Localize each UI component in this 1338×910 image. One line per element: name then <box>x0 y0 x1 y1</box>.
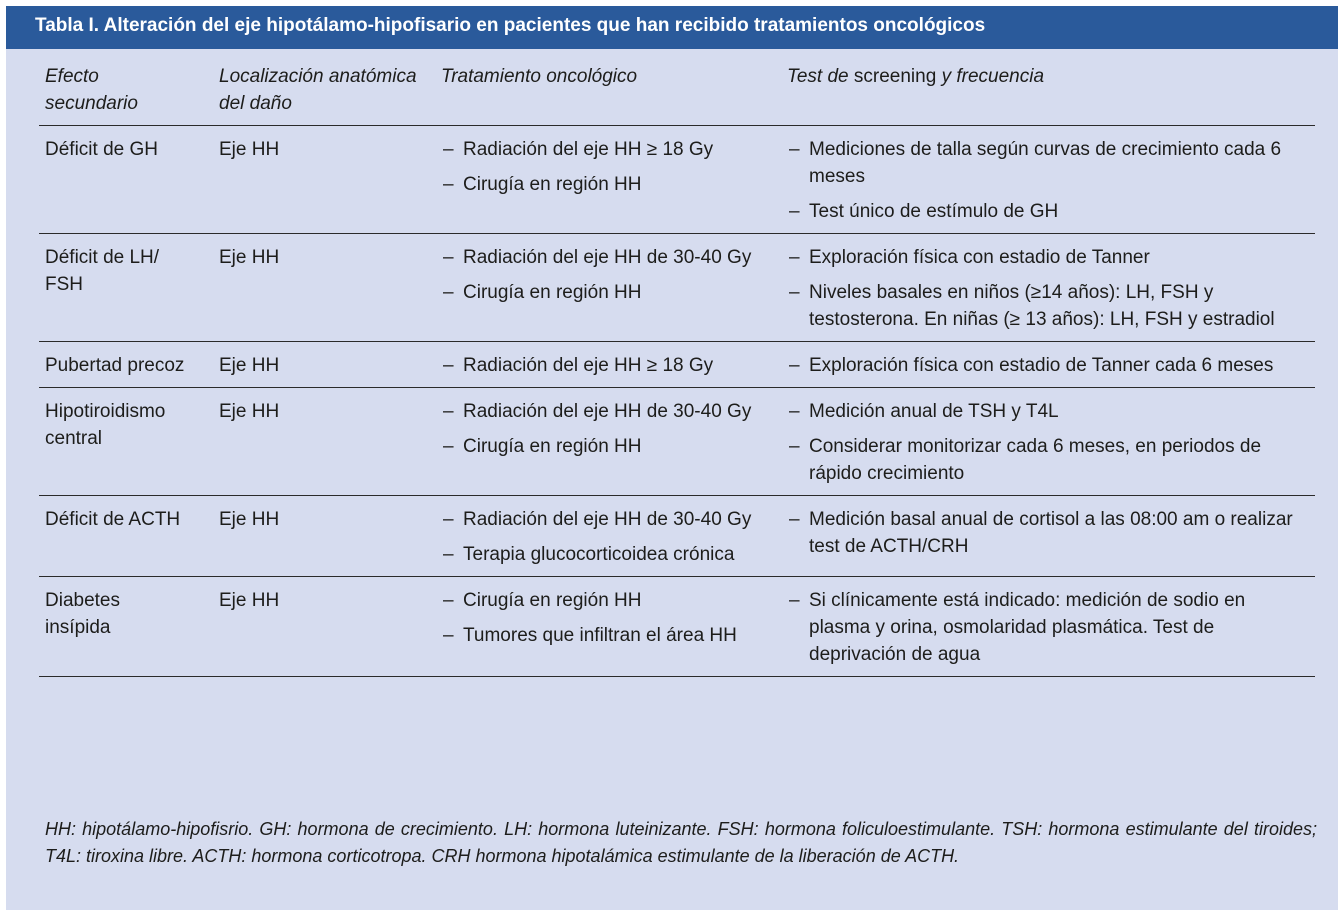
cell-test <box>787 126 1315 234</box>
test-item-text: Test único de estímulo de GH <box>809 201 1059 222</box>
cell-test <box>787 342 1315 388</box>
cell-location: Eje HH <box>219 496 441 577</box>
header-treatment: Tratamiento oncológico <box>441 66 638 87</box>
cell-treatment <box>441 234 787 342</box>
test-item-text: Exploración física con estadio de Tanner cada 6 meses <box>809 355 1274 376</box>
treatment-item-text: Radiación del eje HH de 30-40 Gy <box>463 247 752 268</box>
cell-location: Eje HH <box>219 126 441 234</box>
cell-treatment <box>441 388 787 496</box>
treatment-item <box>441 541 759 568</box>
cell-test <box>787 388 1315 496</box>
list-dash: – <box>789 509 800 530</box>
treatment-item-text: Radiación del eje HH ≥ 18 Gy <box>463 355 714 376</box>
table-row <box>39 496 1315 577</box>
treatment-item-text: Cirugía en región HH <box>463 174 642 195</box>
test-item <box>787 352 1293 379</box>
test-item-text: Considerar monitorizar cada 6 meses, en periodos de rápido crecimiento <box>809 436 1262 484</box>
treatment-item <box>441 244 759 271</box>
treatment-item <box>441 433 759 460</box>
test-item <box>787 198 1293 225</box>
test-item-text: Medición anual de TSH y T4L <box>809 401 1059 422</box>
treatment-item <box>441 171 759 198</box>
test-item-text: Exploración física con estadio de Tanner <box>809 247 1150 268</box>
cell-location: Eje HH <box>219 342 441 388</box>
table-row <box>39 234 1315 342</box>
test-item-text: Niveles basales en niños (≥14 años): LH, FSH y testosterona. En niñas (≥ 13 años): LH, FSH y estradiol <box>809 282 1275 330</box>
cell-treatment <box>441 342 787 388</box>
list-dash: – <box>443 139 454 160</box>
table-title: Tabla I. Alteración del eje hipotálamo-hipofisario en pacientes que han recibido tratamientos oncológicos <box>6 6 1338 49</box>
treatment-item-text: Cirugía en región HH <box>463 436 642 457</box>
test-item <box>787 279 1293 333</box>
treatment-item <box>441 587 759 614</box>
cell-effect: Déficit de ACTH <box>39 496 219 577</box>
header-test <box>787 63 1315 126</box>
treatment-item <box>441 506 759 533</box>
treatment-item <box>441 136 759 163</box>
cell-effect: Pubertad precoz <box>39 342 219 388</box>
treatment-item <box>441 398 759 425</box>
header-location: Localización anatómica del daño <box>219 66 417 114</box>
table-panel <box>6 6 1338 910</box>
list-dash: – <box>789 139 800 160</box>
list-dash: – <box>789 401 800 422</box>
list-dash: – <box>443 544 454 565</box>
cell-effect: Déficit de LH/ FSH <box>39 234 219 342</box>
treatment-item-text: Radiación del eje HH ≥ 18 Gy <box>463 139 714 160</box>
table-row <box>39 577 1315 677</box>
cell-test <box>787 234 1315 342</box>
header-row <box>39 63 1315 126</box>
table-row <box>39 388 1315 496</box>
test-item <box>787 433 1293 487</box>
list-dash: – <box>443 247 454 268</box>
list-dash: – <box>443 401 454 422</box>
test-item-text: Si clínicamente está indicado: medición de sodio en plasma y orina, osmolaridad plasmática. Test de deprivación de agua <box>809 590 1246 665</box>
cell-treatment <box>441 496 787 577</box>
header-test-prefix: Test de <box>787 66 854 87</box>
cell-effect: Déficit de GH <box>39 126 219 234</box>
test-item <box>787 244 1293 271</box>
cell-location: Eje HH <box>219 388 441 496</box>
cell-treatment <box>441 126 787 234</box>
header-effect: Efecto secundario <box>45 66 138 114</box>
test-item <box>787 136 1293 190</box>
test-item-text: Medición basal anual de cortisol a las 08:00 am o realizar test de ACTH/CRH <box>809 509 1293 557</box>
test-item <box>787 587 1293 668</box>
list-dash: – <box>789 590 800 611</box>
cell-treatment <box>441 577 787 677</box>
list-dash: – <box>443 436 454 457</box>
test-item <box>787 398 1293 425</box>
footnote: HH: hipotálamo-hipofisrio. GH: hormona de crecimiento. LH: hormona luteinizante. FSH: hormona foliculoestimulante. TSH: hormona estimulante del tiroides; T4L: tiroxina libre. ACTH: hormona corticotropa. CRH hormona hipotalámica estimulante de la liberación de ACTH. <box>45 819 1317 866</box>
treatment-item-text: Cirugía en región HH <box>463 282 642 303</box>
list-dash: – <box>443 590 454 611</box>
list-dash: – <box>443 625 454 646</box>
treatment-item-text: Cirugía en región HH <box>463 590 642 611</box>
list-dash: – <box>443 355 454 376</box>
treatment-item-text: Terapia glucocorticoidea crónica <box>463 544 735 565</box>
treatment-item <box>441 352 759 379</box>
treatment-item-text: Radiación del eje HH de 30-40 Gy <box>463 401 752 422</box>
list-dash: – <box>789 282 800 303</box>
cell-location: Eje HH <box>219 577 441 677</box>
table-row <box>39 126 1315 234</box>
list-dash: – <box>443 509 454 530</box>
treatment-item-text: Radiación del eje HH de 30-40 Gy <box>463 509 752 530</box>
treatment-item <box>441 279 759 306</box>
list-dash: – <box>789 247 800 268</box>
test-item-text: Mediciones de talla según curvas de crecimiento cada 6 meses <box>809 139 1282 187</box>
cell-effect: Hipotiroidismo central <box>39 388 219 496</box>
data-table <box>39 63 1315 677</box>
treatment-item-text: Tumores que infiltran el área HH <box>463 625 737 646</box>
header-test-screening: screening <box>853 66 937 87</box>
cell-location: Eje HH <box>219 234 441 342</box>
cell-test <box>787 496 1315 577</box>
treatment-item <box>441 622 759 649</box>
list-dash: – <box>443 282 454 303</box>
table-row <box>39 342 1315 388</box>
header-test-suffix: y frecuencia <box>936 66 1045 87</box>
cell-effect: Diabetes insípida <box>39 577 219 677</box>
list-dash: – <box>789 436 800 457</box>
list-dash: – <box>789 201 800 222</box>
test-item <box>787 506 1293 560</box>
list-dash: – <box>789 355 800 376</box>
list-dash: – <box>443 174 454 195</box>
cell-test <box>787 577 1315 677</box>
